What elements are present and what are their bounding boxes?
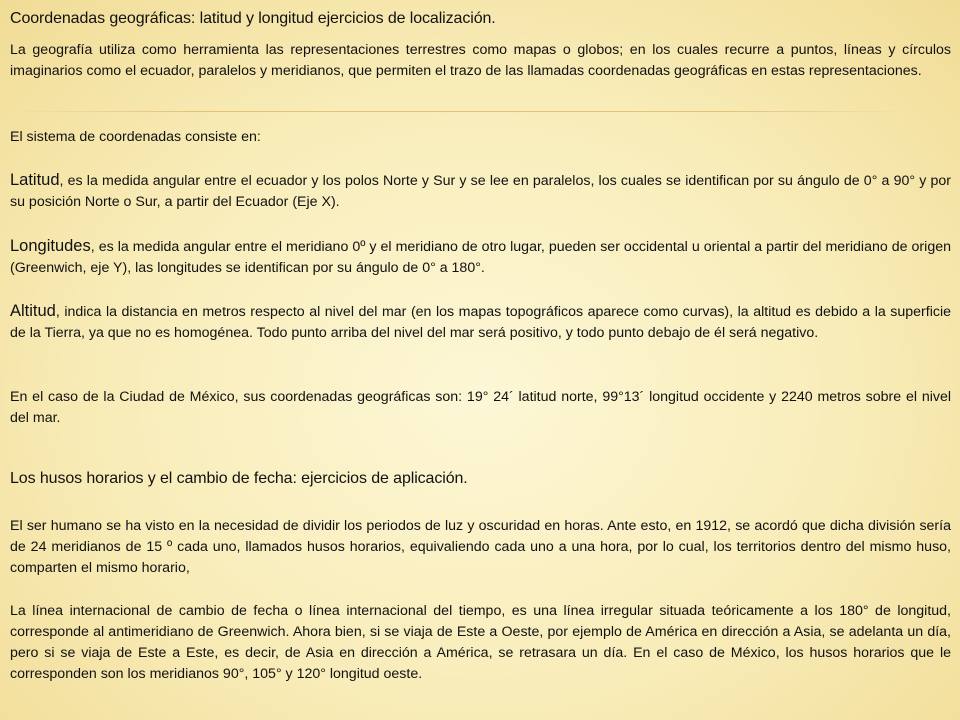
latitud-term: Latitud xyxy=(10,171,60,189)
altitud-term: Altitud xyxy=(10,302,56,320)
latitud-paragraph xyxy=(10,170,951,213)
longitud-text: , es la medida angular entre el meridiano 0º y el meridiano de otro lugar, pueden ser occidental u oriental a partir del meridiano de origen (Greenwich, eje Y), las longitudes se identifican por su ángulo de 0° a 180°. xyxy=(10,239,951,276)
section1-title: Coordenadas geográficas: latitud y longitud ejercicios de localización. xyxy=(10,10,496,27)
husos-paragraph: El ser humano se ha visto en la necesidad de dividir los periodos de luz y oscuridad en horas. Ante esto, en 1912, se acordó que dicha división sería de 24 meridianos de 15 º cada uno, llamados husos horarios, equivaliendo cada uno a una hora, por lo cual, los territorios dentro del mismo huso, comparten el mismo horario, xyxy=(10,518,951,576)
longitud-term: Longitudes xyxy=(10,237,91,255)
longitud-paragraph xyxy=(10,236,951,279)
divider-line xyxy=(10,111,910,112)
mexico-paragraph: En el caso de la Ciudad de México, sus coordenadas geográficas son: 19° 24´ latitud norte, 99°13´ longitud occidente y 2240 metros sobre el nivel del mar. xyxy=(10,389,951,426)
section2-title: Los husos horarios y el cambio de fecha: ejercicios de aplicación. xyxy=(10,470,468,487)
altitud-paragraph xyxy=(10,301,951,344)
latitud-text: , es la medida angular entre el ecuador y los polos Norte y Sur y se lee en paralelos, los cuales se identifican por su ángulo de 0° a 90° y por su posición Norte o Sur, a partir del Ecuador (Eje X). xyxy=(10,173,951,210)
cambio-fecha-paragraph: La línea internacional de cambio de fecha o línea internacional del tiempo, es una línea irregular situada teóricamente a los 180° de longitud, corresponde al antimeridiano de Greenwich. Ahora bien, si se viaja de Este a Oeste, por ejemplo de América en dirección a Asia, se adelanta un día, pero si se viaja de Este a Este, es decir, de Asia en dirección a América, se retrasara un día. En el caso de México, los husos horarios que le corresponden son los meridianos 90°, 105° y 120° longitud oeste. xyxy=(10,603,951,682)
system-lead-paragraph: El sistema de coordenadas consiste en: xyxy=(10,129,261,145)
altitud-text: , indica la distancia en metros respecto al nivel del mar (en los mapas topográficos aparece como curvas), la altitud es debido a la superficie de la Tierra, ya que no es homogénea. Todo punto arriba del nivel del mar será positivo, y todo punto debajo de él será negativo. xyxy=(10,304,951,341)
slide-content xyxy=(10,6,951,718)
intro-paragraph: La geografía utiliza como herramienta las representaciones terrestres como mapas o globos; en los cuales recurre a puntos, líneas y círculos imaginarios como el ecuador, paralelos y meridianos, que permiten el trazo de las llamadas coordenadas geográficas en estas representaciones. xyxy=(10,42,951,79)
